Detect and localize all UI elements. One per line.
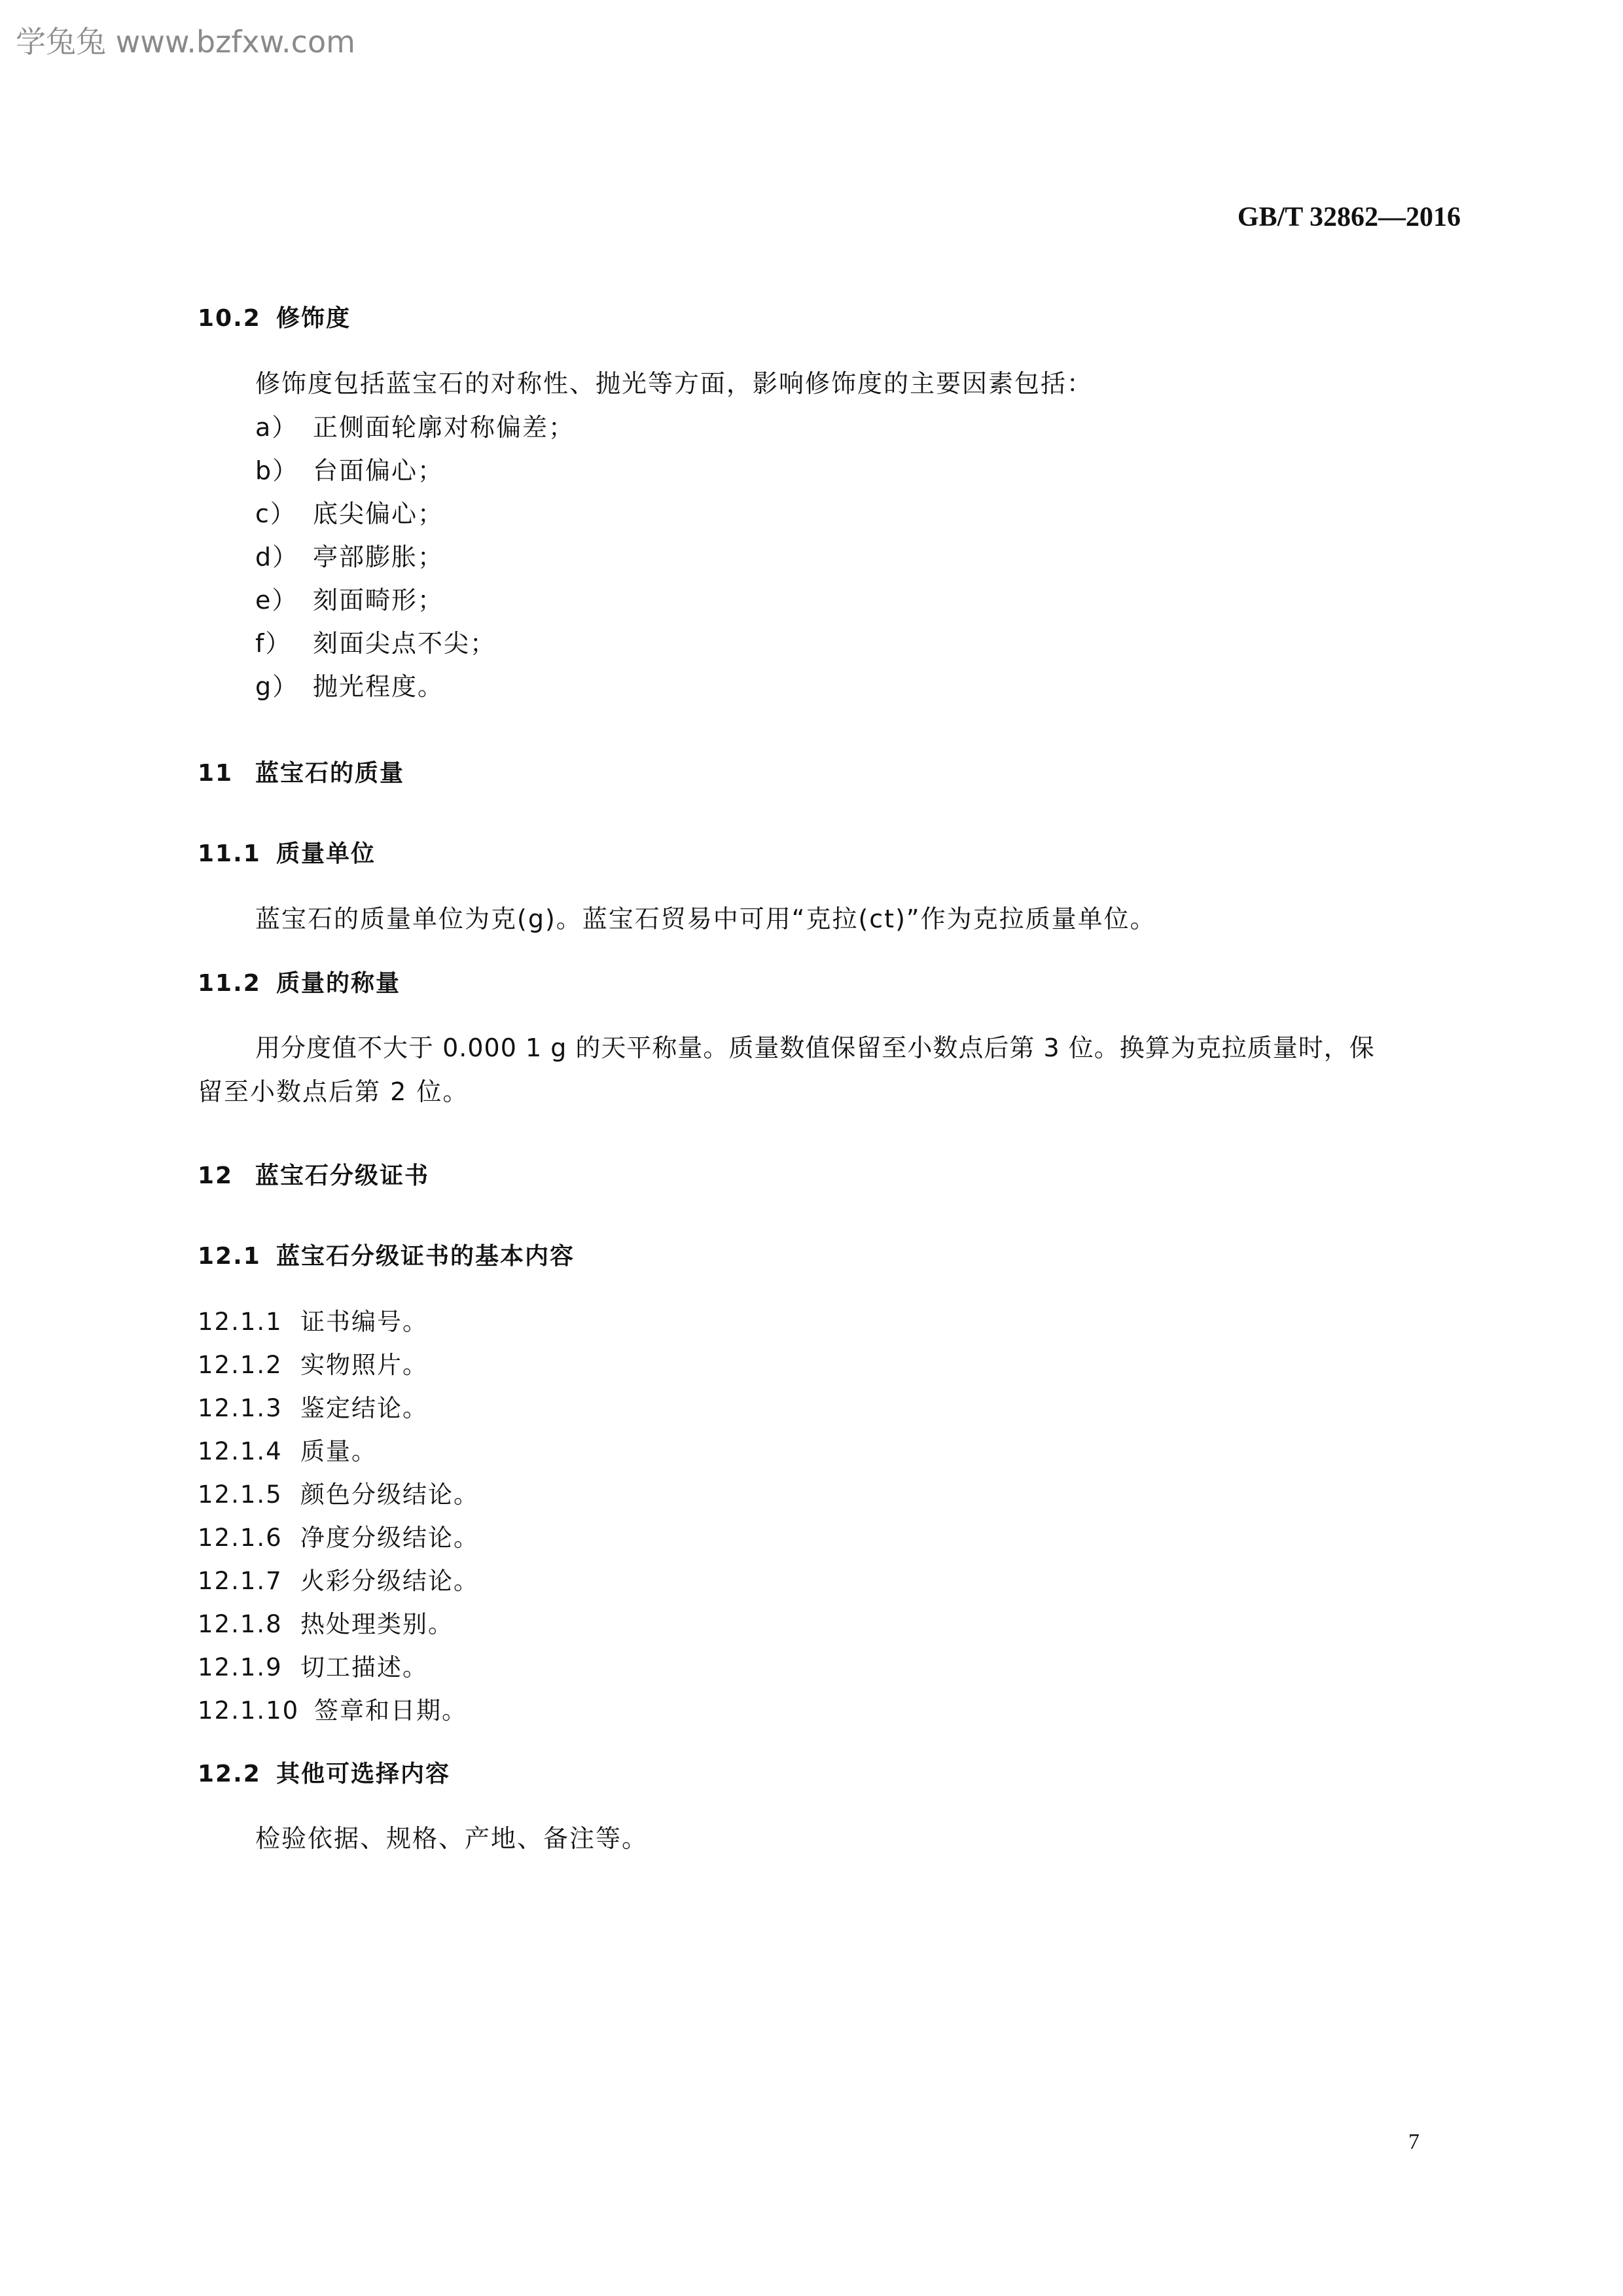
page-number: 7 xyxy=(1408,2130,1419,2154)
section-number: 12 xyxy=(198,1162,234,1189)
section-number: 11 xyxy=(198,760,234,787)
section-heading-12 xyxy=(198,1157,429,1191)
list-marker: f） xyxy=(255,629,292,658)
subclause-text: 火彩分级结论。 xyxy=(300,1567,479,1595)
section-number: 12.2 xyxy=(198,1761,261,1787)
section-heading-11 xyxy=(198,755,404,788)
section-title: 蓝宝石分级证书的基本内容 xyxy=(276,1243,575,1270)
list-text: 刻面尖点不尖； xyxy=(313,629,497,658)
list-item xyxy=(255,666,444,702)
list-text: 正侧面轮廓对称偏差； xyxy=(313,413,575,442)
list-marker: d） xyxy=(255,543,299,571)
list-item xyxy=(255,407,575,443)
subclause-number: 12.1.1 xyxy=(198,1308,283,1336)
subclause-item xyxy=(198,1647,428,1683)
paragraph-11-2-line2: 留至小数点后第 2 位。 xyxy=(198,1077,469,1106)
standard-code: GB/T 32862—2016 xyxy=(1237,202,1461,232)
subclause-text: 切工描述。 xyxy=(300,1653,428,1681)
subclause-item xyxy=(198,1431,377,1467)
subclause-number: 12.1.10 xyxy=(198,1696,300,1725)
section-number: 11.2 xyxy=(198,970,261,997)
list-marker: g） xyxy=(255,672,299,701)
list-marker: a） xyxy=(255,413,298,442)
paragraph-12-2: 检验依据、规格、产地、备注等。 xyxy=(255,1824,649,1853)
section-heading-12-1 xyxy=(198,1238,575,1271)
list-item xyxy=(255,580,444,616)
section-number: 12.1 xyxy=(198,1243,261,1270)
section-number: 10.2 xyxy=(198,305,261,332)
subclause-item xyxy=(198,1475,479,1510)
paragraph-11-1: 蓝宝石的质量单位为克(g)。蓝宝石贸易中可用“克拉(ct)”作为克拉质量单位。 xyxy=(255,905,1156,933)
subclause-item xyxy=(198,1518,479,1553)
subclause-text: 净度分级结论。 xyxy=(300,1524,479,1552)
subclause-number: 12.1.6 xyxy=(198,1524,283,1552)
list-text: 台面偏心； xyxy=(313,456,444,485)
section-title: 其他可选择内容 xyxy=(276,1761,451,1787)
subclause-number: 12.1.3 xyxy=(198,1394,283,1422)
list-item xyxy=(255,623,496,659)
subclause-item xyxy=(198,1691,467,1726)
subclause-item xyxy=(198,1345,428,1380)
subclause-number: 12.1.7 xyxy=(198,1567,283,1595)
subclause-number: 12.1.9 xyxy=(198,1653,283,1681)
subclause-item xyxy=(198,1388,428,1424)
list-item xyxy=(255,450,444,486)
list-marker: b） xyxy=(255,456,299,485)
list-item xyxy=(255,493,444,529)
subclause-number: 12.1.8 xyxy=(198,1610,283,1638)
section-heading-11-1 xyxy=(198,835,376,869)
subclause-text: 质量。 xyxy=(300,1437,377,1465)
list-text: 刻面畸形； xyxy=(313,586,444,615)
paragraph-11-2-line1: 用分度值不大于 0.000 1 g 的天平称量。质量数值保留至小数点后第 3 位。换算为克拉质量时，保 xyxy=(255,1033,1375,1062)
list-text: 底尖偏心； xyxy=(313,499,444,528)
section-title: 质量单位 xyxy=(276,840,376,867)
subclause-text: 实物照片。 xyxy=(300,1351,428,1379)
watermark: 学兔兔 www.bzfxw.com xyxy=(16,24,355,60)
subclause-item xyxy=(198,1302,428,1337)
section-title: 修饰度 xyxy=(276,305,351,332)
list-text: 抛光程度。 xyxy=(313,672,444,701)
list-item xyxy=(255,537,444,573)
section-title: 蓝宝石分级证书 xyxy=(255,1162,430,1189)
subclause-number: 12.1.4 xyxy=(198,1437,283,1465)
subclause-text: 签章和日期。 xyxy=(314,1696,467,1725)
subclause-text: 热处理类别。 xyxy=(300,1610,454,1638)
section-title: 质量的称量 xyxy=(276,970,401,997)
list-marker: e） xyxy=(255,586,298,615)
list-marker: c） xyxy=(255,499,296,528)
subclause-text: 证书编号。 xyxy=(300,1308,428,1336)
subclause-item xyxy=(198,1604,454,1640)
subclause-number: 12.1.2 xyxy=(198,1351,283,1379)
section-heading-12-2 xyxy=(198,1755,450,1789)
section-title: 蓝宝石的质量 xyxy=(255,760,405,787)
section-number: 11.1 xyxy=(198,840,261,867)
section-heading-10-2 xyxy=(198,300,351,333)
subclause-item xyxy=(198,1561,479,1596)
subclause-text: 鉴定结论。 xyxy=(300,1394,428,1422)
subclause-text: 颜色分级结论。 xyxy=(300,1480,479,1509)
section-heading-11-2 xyxy=(198,965,401,998)
paragraph-10-2-intro: 修饰度包括蓝宝石的对称性、抛光等方面，影响修饰度的主要因素包括： xyxy=(255,369,1094,398)
subclause-number: 12.1.5 xyxy=(198,1480,283,1509)
list-text: 亭部膨胀； xyxy=(313,543,444,571)
